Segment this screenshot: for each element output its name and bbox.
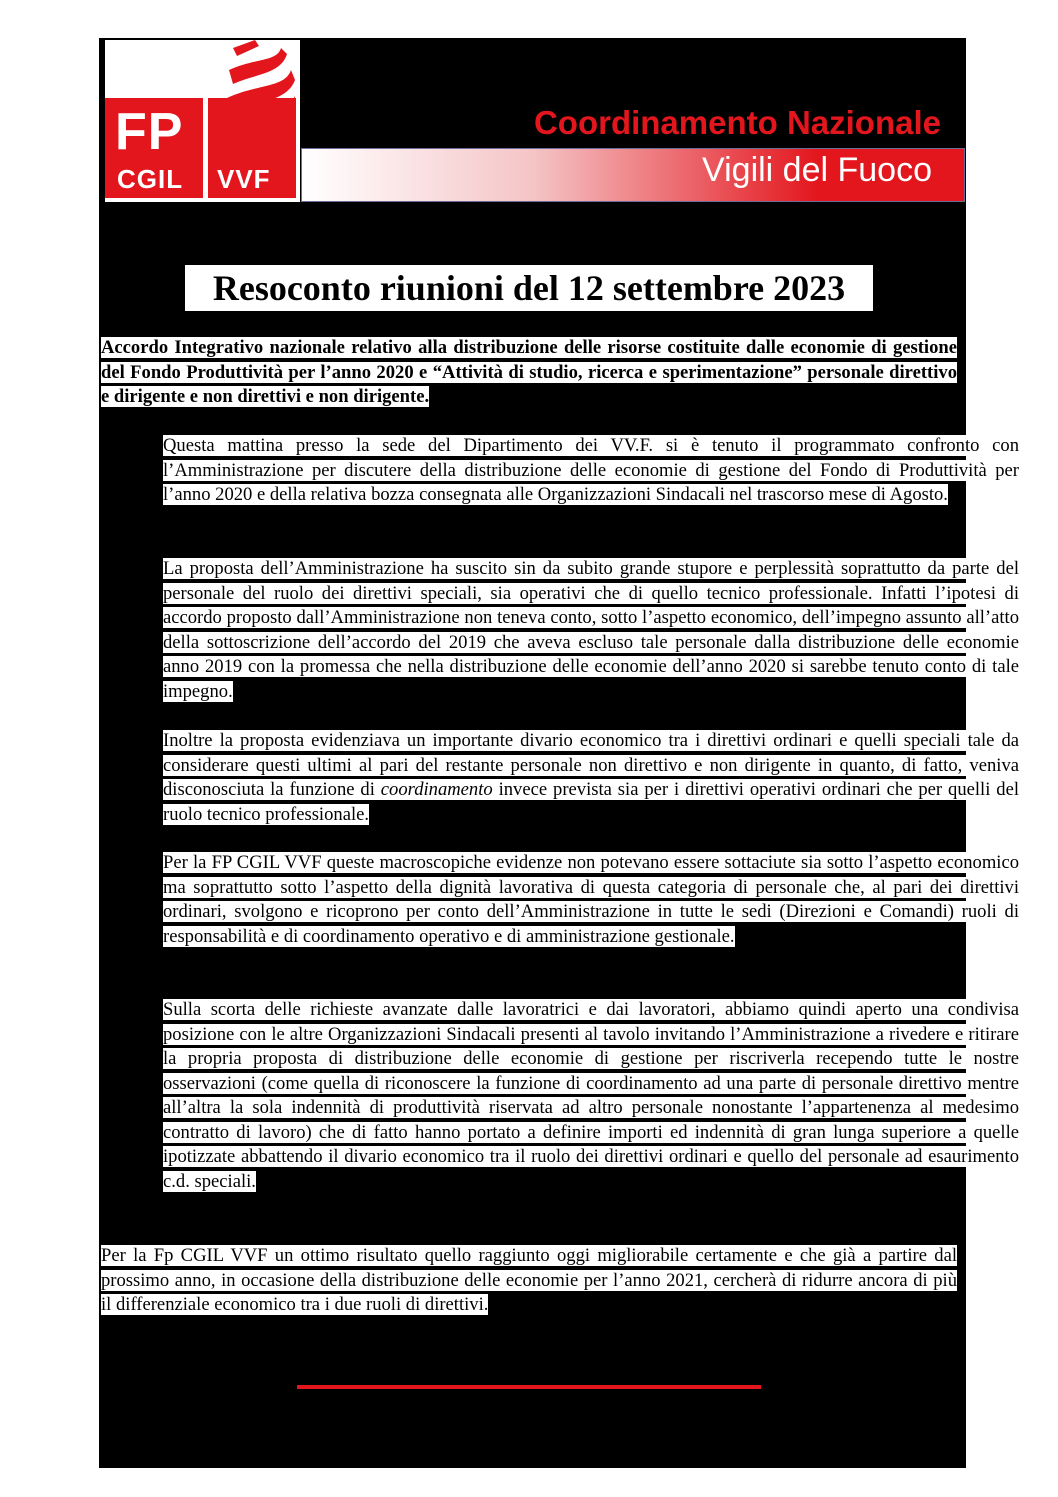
paragraph-2: [101, 557, 1019, 704]
intro-text: Accordo Integrativo nazionale relativo alla distribuzione delle risorse costituite dalle economie di gestione del Fondo Produttività per l’anno 2020 e “Attività di studio, ricerca e sperimentazione” personale direttivo e dirigente e non direttivi e non dirigente.: [101, 337, 957, 407]
paragraph-3: [101, 729, 1019, 827]
paragraph-1-text: Questa mattina presso la sede del Dipartimento dei VV.F. si è tenuto il programmato confronto con l’Amministrazione per discutere della distribuzione delle economie di gestione del Fondo di Produttività per l’anno 2020 e della relativa bozza consegnata alle Organizzazioni Sindacali nel trascorso mese di Agosto.: [163, 435, 1019, 505]
paragraph-6-text: Per la Fp CGIL VVF un ottimo risultato quello raggiunto oggi migliorabile certamente e che già a partire dal prossimo anno, in occasione della distribuzione delle economie per l’anno 2021, cercherà di ridurre ancora di più il differenziale economico tra i due ruoli di direttivi.: [101, 1245, 957, 1315]
logo-cgil-text: CGIL: [117, 164, 184, 194]
paragraph-3-italic: coordinamento: [380, 779, 493, 800]
paragraph-1: [101, 434, 1019, 508]
paragraph-3-text: [163, 730, 1019, 825]
signature-line: [297, 1385, 761, 1389]
paragraph-2-text: La proposta dell’Amministrazione ha suscito sin da subito grande stupore e perplessità soprattutto da parte del personale del ruolo dei direttivi speciali, sia operativi che di quello tecnico professionale. Infatti l’ipotesi di accordo proposto dall’Amministrazione non teneva conto, sotto l’aspetto economico, dell’impegno assunto all’atto della sottoscrizione dell’accordo del 2019 che aveva escluso tale personale dalla distribuzione delle economie anno 2019 con la promessa che nella distribuzione delle economie dell’anno 2020 si sarebbe tenuto conto di tale impegno.: [163, 558, 1019, 702]
paragraph-3-text-start: Inoltre la proposta evidenziava un importante divario economico tra i direttivi ordinari e quelli speciali tale da considerare questi ultimi al pari del restante personale non direttivo e non dirigente in quanto, di fatto, veniva disconosciuta la funzione di: [163, 730, 1019, 800]
logo-fp-text: FP: [115, 103, 184, 161]
fp-cgil-vvf-logo: [105, 40, 300, 202]
intro-paragraph: [101, 336, 957, 410]
paragraph-5: [101, 998, 1019, 1194]
paragraph-4: [101, 851, 1019, 949]
document-title: Resoconto riunioni del 12 settembre 2023: [185, 265, 873, 311]
header-subtitle: Vigili del Fuoco: [702, 151, 932, 189]
header-title: Coordinamento Nazionale: [533, 104, 941, 141]
logo-vvf-text: VVF: [217, 164, 271, 194]
paragraph-6: [101, 1244, 957, 1318]
paragraph-4-text: Per la FP CGIL VVF queste macroscopiche evidenze non potevano essere sottaciute sia sotto l’aspetto economico ma soprattutto sotto l’aspetto della dignità lavorativa di questa categoria di personale che, al pari dei direttivi ordinari, svolgono e ricoprono per conto dell’Amministrazione in tutte le sedi (Direzioni e Comandi) ruoli di responsabilità e di coordinamento operativo e di amministrazione gestionale.: [163, 852, 1019, 947]
paragraph-3-text-end: invece prevista sia per i direttivi operativi ordinari che per quelli del ruolo tecnico professionale.: [163, 779, 1019, 825]
paragraph-5-text: Sulla scorta delle richieste avanzate dalle lavoratrici e dai lavoratori, abbiamo quindi aperto una condivisa posizione con le altre Organizzazioni Sindacali presenti al tavolo invitando l’Amministrazione a rivedere e ritirare la propria proposta di distribuzione delle economie di gestione per riscriverla recependo tutte le nostre osservazioni (come quella di riconoscere la funzione di coordinamento ad una parte di personale direttivo mentre all’altra la sola indennità di produttività riservata ad altro personale nonostante l’appartenenza al medesimo contratto di lavoro) che di fatto hanno portato a definire importi ed indennità di gran lunga superiore a quelle ipotizzate abbattendo il divario economico tra il ruolo dei direttivi ordinari e quello del personale ad esaurimento c.d. speciali.: [163, 999, 1019, 1192]
